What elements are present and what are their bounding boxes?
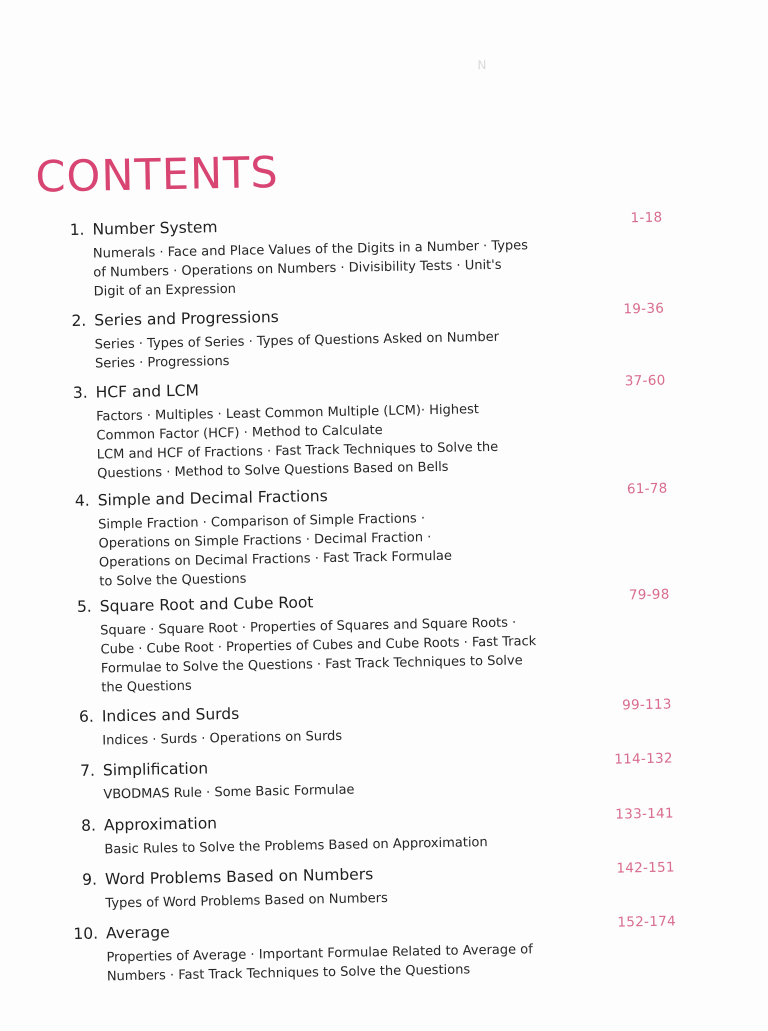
chapter-title: Approximation [103,814,218,835]
page-range: 61-78 [626,480,668,498]
page-range: 142-151 [616,859,676,877]
chapter-number: 2. [71,311,87,330]
chapter-topics [96,398,597,484]
topic-line: Indices · Surds · Operations on Surds [102,728,343,749]
chapter-number: 3. [72,383,88,402]
chapter-number: 9. [82,870,98,889]
topic-line: Common Factor (HCF) · Method to Calculate [96,423,383,444]
toc-entry [61,372,666,482]
topic-line: Series · Progressions [94,353,230,372]
chapter-topics [100,612,601,698]
topic-line: Square · Square Root · Properties of Squares and Square Roots · [100,615,517,639]
chapter-topics [102,722,602,751]
chapter-topics [98,506,599,592]
toc-entry [71,859,676,912]
toc-entry [60,300,665,372]
toc-entry [70,805,674,858]
page-range: 1-18 [630,209,663,227]
page-title: CONTENTS [35,147,280,203]
toc-entry [69,750,673,803]
chapter-title: Word Problems Based on Numbers [104,865,374,889]
chapter-topics [104,831,604,860]
topic-line: Simple Fraction · Comparison of Simple Fractions · [98,511,426,533]
chapter-topics [103,776,603,805]
topic-line: to Solve the Questions [99,571,247,590]
topic-line: VBODMAS Rule · Some Basic Formulae [103,782,355,803]
page-range: 37-60 [624,372,666,390]
chapter-title: Simple and Decimal Fractions [97,487,328,510]
toc-entry [58,209,663,300]
chapter-title: Simplification [102,759,209,780]
page-range: 114-132 [614,750,673,768]
chapter-number: 6. [78,707,95,726]
chapter-topics [95,326,596,374]
chapter-number: 4. [74,491,90,510]
chapter-number: 1. [69,220,85,239]
chapter-title: HCF and LCM [95,381,200,402]
chapter-topics [106,939,607,987]
page-range: 152-174 [617,913,677,931]
topic-line: of Numbers · Operations on Numbers · Divisibility Tests · Unit's [93,257,502,281]
chapter-number: 8. [81,816,97,835]
running-head: N [477,57,488,73]
toc-entry [68,696,672,749]
chapter-number: 5. [76,597,92,616]
topic-line: Operations on Simple Fractions · Decimal Fraction · [98,530,432,552]
topic-line: Series · Types of Series · Types of Questions Asked on Number [94,329,500,353]
chapter-title: Indices and Surds [101,704,240,726]
topic-line: Numerals · Face and Place Values of the Digits in a Number · Types [92,238,529,262]
topic-line: Properties of Average · Important Formulae Related to Average of [106,942,533,966]
topic-line: Digit of an Expression [93,281,237,300]
chapter-title: Square Root and Cube Root [99,593,314,616]
chapter-number: 10. [73,924,99,944]
chapter-title: Series and Progressions [94,307,279,330]
page-range: 99-113 [621,696,672,714]
topic-line: Operations on Decimal Fractions · Fast Track Formulae [98,548,453,571]
page-range: 79-98 [628,586,670,604]
chapter-topics [105,885,605,914]
topic-line: Formulae to Solve the Questions · Fast Track Techniques to Solve [100,653,523,677]
topic-line: Questions · Method to Solve Questions Based on Bells [97,459,449,482]
topic-line: Cube · Cube Root · Properties of Cubes and Cube Roots · Fast Track [100,634,537,658]
chapter-title: Average [105,923,170,943]
toc-entry [72,913,677,985]
chapter-title: Number System [92,218,218,239]
topic-line: Types of Word Problems Based on Numbers [105,890,388,912]
topic-line: the Questions [101,678,192,696]
topic-line: Numbers · Fast Track Techniques to Solve the Questions [106,962,471,985]
page-range: 133-141 [615,805,674,823]
topic-line: Basic Rules to Solve the Problems Based on Approximation [104,835,488,858]
page-range: 19-36 [623,300,665,318]
topic-line: Factors · Multiples · Least Common Multiple (LCM)· Highest [95,402,480,425]
topic-line: LCM and HCF of Fractions · Fast Track Techniques to Solve the [96,439,499,463]
chapter-number: 7. [79,761,96,780]
chapter-topics [93,235,594,302]
